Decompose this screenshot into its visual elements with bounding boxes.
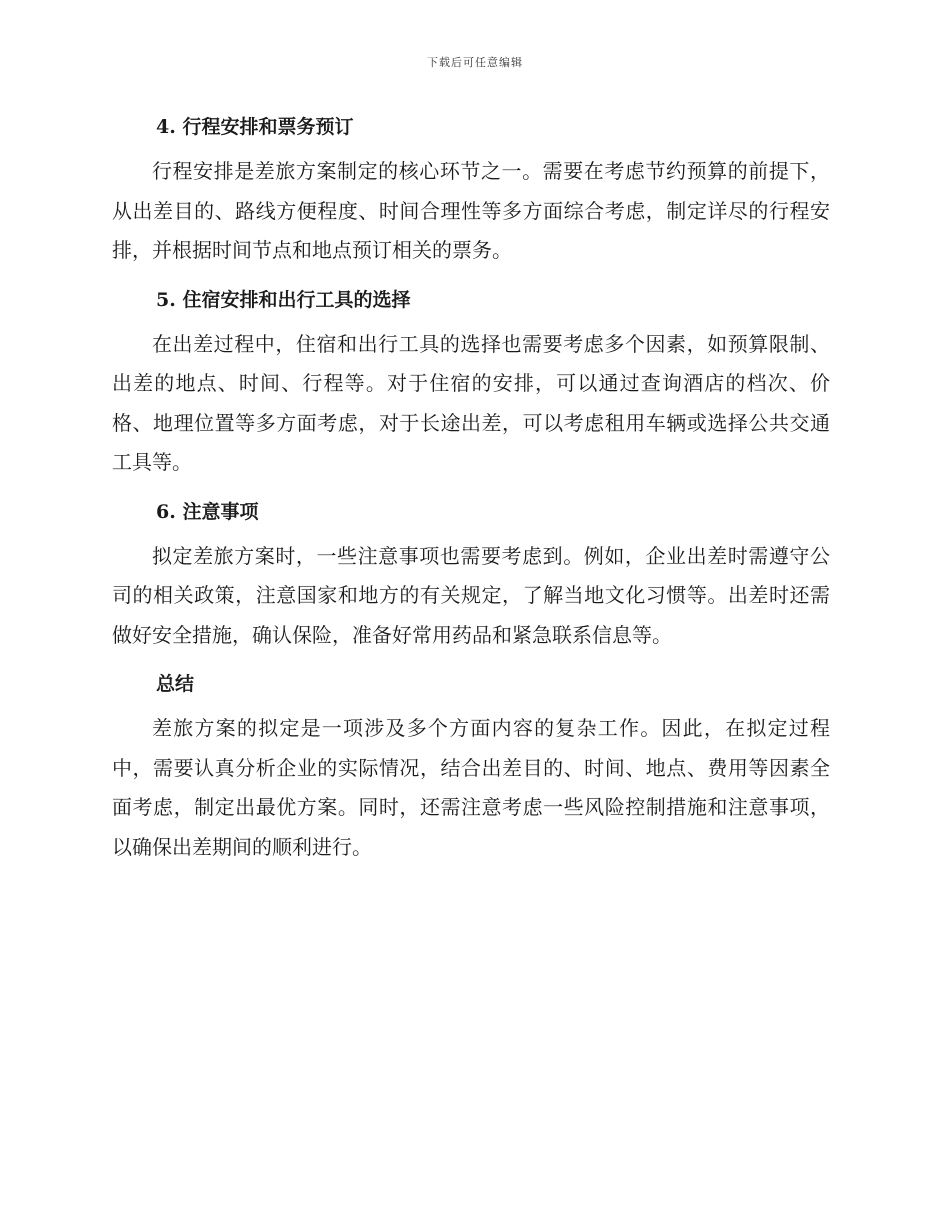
document-body xyxy=(112,112,830,867)
section-heading-accommodation: 5. 住宿安排和出行工具的选择 xyxy=(156,288,411,311)
section-paragraph-notes: 拟定差旅方案时，一些注意事项也需要考虑到。例如，企业出差时需遵守公司的相关政策，注意国家和地方的有关规定，了解当地文化习惯等。出差时还需做好安全措施，确认保险，准备好常用药品和紧急联系信息等。 xyxy=(112,543,830,647)
section-paragraph-summary: 差旅方案的拟定是一项涉及多个方面内容的复杂工作。因此，在拟定过程中，需要认真分析企业的实际情况，结合出差目的、时间、地点、费用等因素全面考虑，制定出最优方案。同时，还需注意考虑一些风险控制措施和注意事项，以确保出差期间的顺利进行。 xyxy=(112,716,830,859)
section-paragraph-itinerary: 行程安排是差旅方案制定的核心环节之一。需要在考虑节约预算的前提下，从出差目的、路线方便程度、时间合理性等多方面综合考虑，制定详尽的行程安排，并根据时间节点和地点预订相关的票务。 xyxy=(112,159,830,262)
section-heading-itinerary: 4. 行程安排和票务预订 xyxy=(156,116,354,138)
section-heading-notes: 6. 注意事项 xyxy=(156,500,259,523)
page-header-note: 下载后可任意编辑 xyxy=(427,56,523,69)
section-heading-summary: 总结 xyxy=(156,673,195,695)
section-paragraph-accommodation: 在出差过程中，住宿和出行工具的选择也需要考虑多个因素，如预算限制、出差的地点、时间、行程等。对于住宿的安排，可以通过查询酒店的档次、价格、地理位置等多方面考虑，对于长途出差，可以考虑租用车辆或选择公共交通工具等。 xyxy=(112,331,830,474)
